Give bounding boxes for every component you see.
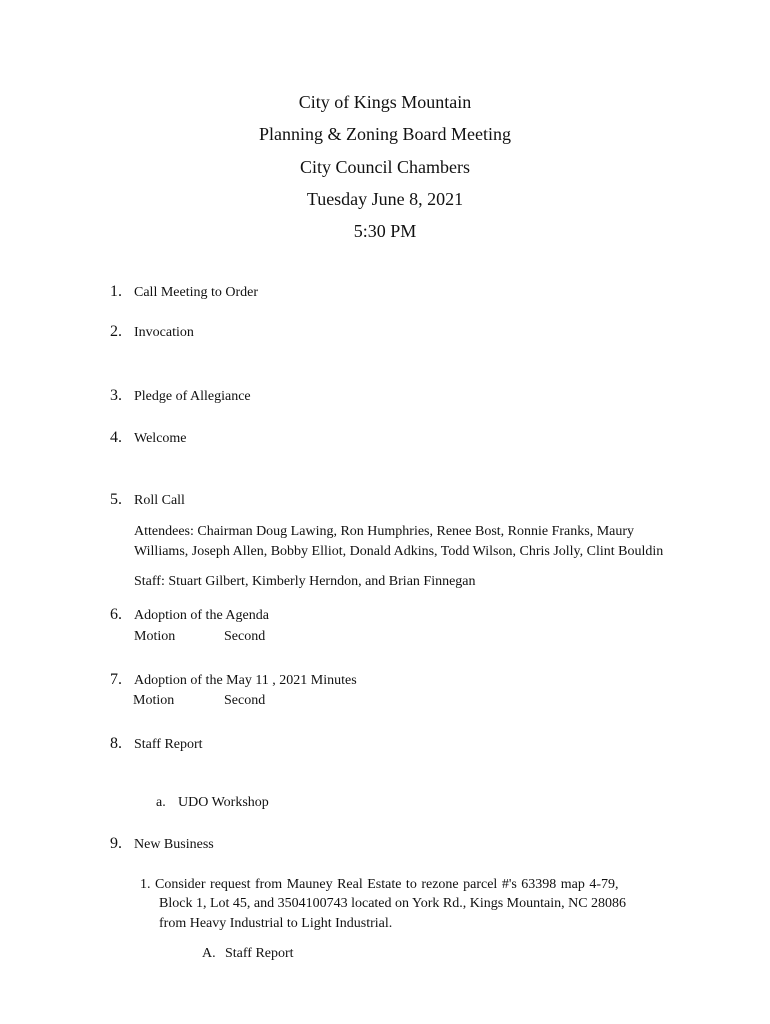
attendees-line-2: Williams, Joseph Allen, Bobby Elliot, Donald Adkins, Todd Wilson, Chris Jolly, Clint Bouldin <box>134 544 664 559</box>
motion-label: Motion <box>134 629 176 644</box>
item-number: 8. <box>110 735 122 752</box>
meeting-title: Planning & Zoning Board Meeting <box>259 124 511 144</box>
item-number: 5. <box>110 491 122 508</box>
sub-item-udo-workshop: UDO Workshop <box>178 795 269 810</box>
meeting-time: 5:30 PM <box>353 221 417 241</box>
item-adoption-agenda: Adoption of the Agenda <box>134 608 269 623</box>
meeting-date: Tuesday June 8, 2021 <box>306 189 464 209</box>
item-roll-call: Roll Call <box>134 493 185 508</box>
motion-label: Motion <box>133 693 175 708</box>
rezone-request-line-1: 1. Consider request from Mauney Real Estate to rezone parcel #'s 63398 map 4-79, <box>140 877 619 892</box>
attendees-line-1: Attendees: Chairman Doug Lawing, Ron Humphries, Renee Bost, Ronnie Franks, Maury <box>134 524 635 539</box>
item-number: 1. <box>110 283 122 300</box>
rezone-request-line-2: Block 1, Lot 45, and 3504100743 located on York Rd., Kings Mountain, NC 28086 <box>159 896 627 911</box>
item-number: 9. <box>110 835 122 852</box>
sub-item-letter: a. <box>156 795 166 810</box>
second-label: Second <box>224 629 266 644</box>
city-name: City of Kings Mountain <box>298 92 472 112</box>
item-welcome: Welcome <box>134 431 187 446</box>
item-new-business: New Business <box>134 837 214 852</box>
item-number: 3. <box>110 387 122 404</box>
meeting-location: City Council Chambers <box>300 157 470 177</box>
item-adoption-minutes: Adoption of the May 11 , 2021 Minutes <box>134 673 357 688</box>
item-number: 7. <box>110 671 122 688</box>
item-number: 2. <box>110 323 122 340</box>
sub-item-letter: A. <box>202 946 216 961</box>
item-staff-report: Staff Report <box>134 737 203 752</box>
second-label: Second <box>224 693 266 708</box>
item-pledge: Pledge of Allegiance <box>134 389 251 404</box>
item-call-to-order: Call Meeting to Order <box>134 285 259 300</box>
item-invocation: Invocation <box>134 325 194 340</box>
sub-item-staff-report: Staff Report <box>225 946 294 961</box>
staff-line: Staff: Stuart Gilbert, Kimberly Herndon, and Brian Finnegan <box>134 574 476 589</box>
item-number: 6. <box>110 606 122 623</box>
rezone-request-line-3: from Heavy Industrial to Light Industrial. <box>159 916 393 931</box>
item-number: 4. <box>110 429 122 446</box>
